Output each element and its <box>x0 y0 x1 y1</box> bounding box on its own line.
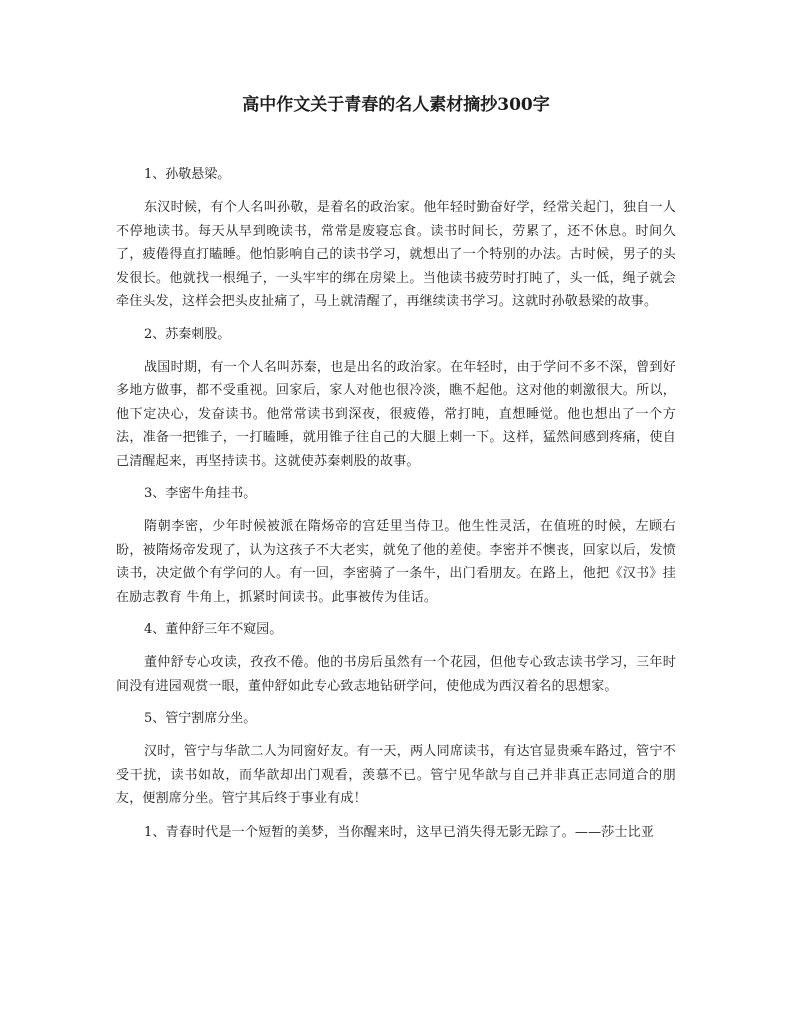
section-heading-5: 5、管宁割席分坐。 <box>144 711 257 726</box>
section-text-3: 隋朝李密，少年时候被派在隋炀帝的宫廷里当侍卫。他生性灵活，在值班的时候，左顾右盼，被隋炀帝发现了，认为这孩子不大老实，就免了他的差使。李密并不懊丧，回家以后，发愤读书，决定做个有学问的人。有一回，李密骑了一条牛，出门看朋友。在路上，他把《汉书》挂在励志教育 牛角上，抓紧时间读书。此事被传为佳话。 <box>116 519 676 605</box>
section-heading-2: 2、苏秦刺股。 <box>144 326 231 342</box>
quote-text: 1、青春时代是一个短暂的美梦，当你醒来时，这早已消失得无影无踪了。——莎士比亚 <box>144 824 655 840</box>
section-text-5: 汉时，管宁与华歆二人为同窗好友。有一天，两人同席读书，有达官显贵乘车路过，管宁不受干扰，读书如故，而华歆却出门观看，羡慕不已。管宁见华歆与自己并非真正志同道合的朋友，便割席分坐。管宁其后终于事业有成！ <box>116 744 676 806</box>
section-text-1: 东汉时候，有个人名叫孙敬，是着名的政治家。他年轻时勤奋好学，经常关起门，独自一人不停地读书。每天从早到晚读书，常常是废寝忘食。读书时间长，劳累了，还不休息。时间久了，疲倦得直打瞌睡。他怕影响自己的读书学习，就想出了一个特别的办法。古时候，男子的头发很长。他就找一根绳子，一头牢牢的绑在房梁上。当他读书疲劳时打盹了，头一低，绳子就会牵住头发，这样会把头皮扯痛了，马上就清醒了，再继续读书学习。这就时孙敬悬梁的故事。 <box>116 200 676 309</box>
document-body <box>116 164 676 854</box>
section-heading-1: 1、孙敬悬梁。 <box>144 167 231 182</box>
section-text-2: 战国时期，有一个人名叫苏秦，也是出名的政治家。在年轻时，由于学问不多不深，曾到好多地方做事，都不受重视。回家后，家人对他也很冷淡，瞧不起他。这对他的刺激很大。所以，他下定决心，发奋读书。他常常读书到深夜，很疲倦，常打盹，直想睡觉。他也想出了一个方法，准备一把锥子，一打瞌睡，就用锥子往自己的大腿上刺一下。这样，猛然间感到疼痛，使自己清醒起来，再坚持读书。这就使苏秦刺股的故事。 <box>116 359 676 469</box>
section-heading-3: 3、李密牛角挂书。 <box>144 486 257 501</box>
document-title: 高中作文关于青春的名人素材摘抄300字 <box>242 95 550 115</box>
section-heading-4: 4、董仲舒三年不窥园。 <box>144 622 283 637</box>
section-text-4: 董仲舒专心攻读，孜孜不倦。他的书房后虽然有一个花园，但他专心致志读书学习，三年时间没有进园观赏一眼，董仲舒如此专心致志地钻研学问，使他成为西汉着名的思想家。 <box>116 655 676 694</box>
